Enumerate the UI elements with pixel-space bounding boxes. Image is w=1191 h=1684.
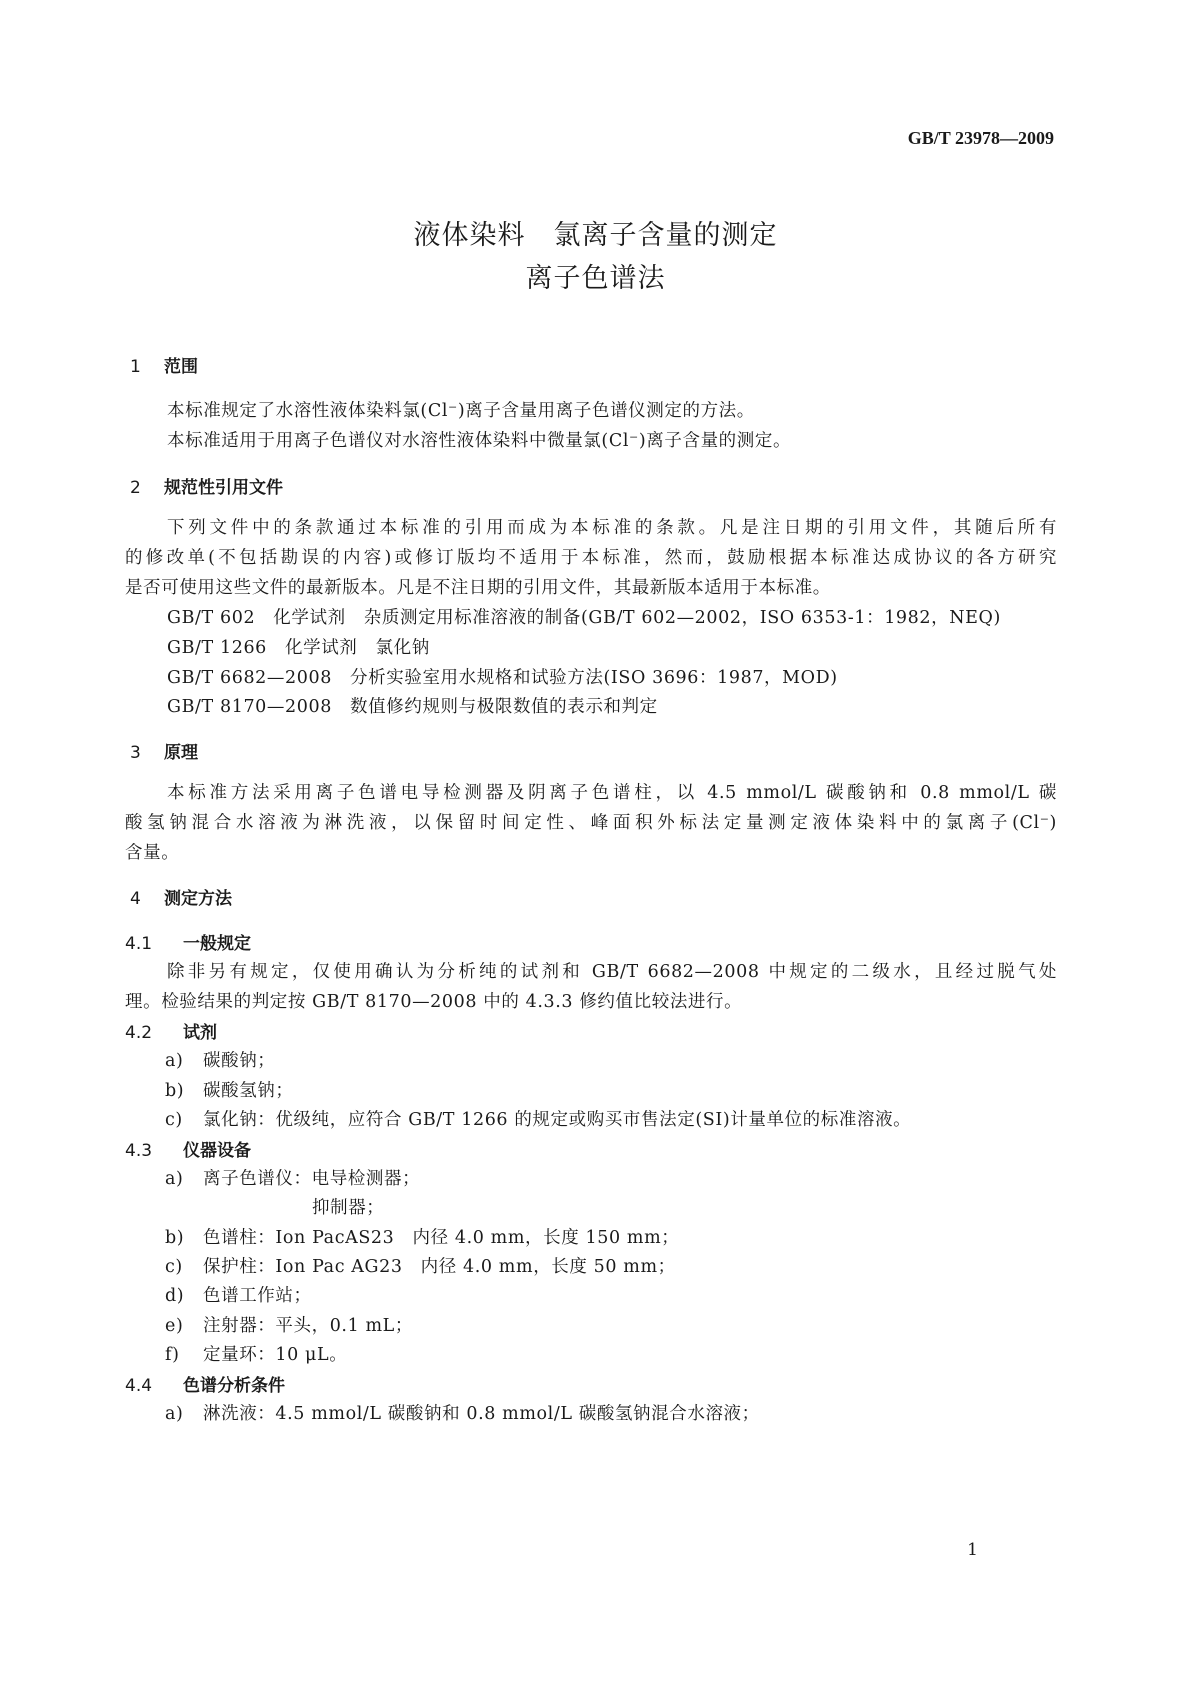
list-text: 碳酸钠；	[203, 1051, 276, 1071]
section-title: 范围	[164, 357, 198, 377]
list-text: 定量环：10 μL。	[203, 1345, 348, 1365]
subsection-number: 4.4	[125, 1376, 153, 1396]
doc-title-line2: 离子色谱法	[525, 263, 666, 294]
s2-paragraph-line: 的修改单(不包括勘误的内容)或修订版均不适用于本标准，然而，鼓励根据本标准达成协议的各方研究	[125, 548, 1057, 568]
section-number: 2	[130, 478, 141, 498]
list-marker: a)	[165, 1051, 184, 1071]
list-item	[165, 1047, 275, 1072]
doc-title-line1: 液体染料 氯离子含量的测定	[413, 220, 778, 251]
list-text: 淋洗液：4.5 mmol/L 碳酸钠和 0.8 mmol/L 碳酸氢钠混合水溶液；	[203, 1404, 760, 1424]
list-marker: a)	[165, 1404, 184, 1424]
list-text: 注射器：平头，0.1 mL；	[203, 1316, 414, 1336]
list-text: 碳酸氢钠；	[203, 1081, 294, 1101]
reference-item: GB/T 1266 化学试剂 氯化钠	[167, 638, 430, 658]
subsection-4-2-heading	[125, 1018, 217, 1043]
list-item	[165, 1341, 347, 1366]
list-marker: d)	[165, 1286, 185, 1306]
list-item	[165, 1077, 294, 1102]
subsection-title: 仪器设备	[183, 1141, 251, 1161]
list-marker: f)	[165, 1345, 180, 1365]
subsection-title: 色谱分析条件	[183, 1376, 285, 1396]
list-item	[165, 1400, 760, 1425]
subsection-number: 4.1	[125, 934, 153, 954]
list-item	[165, 1165, 420, 1190]
subsection-4-3-heading	[125, 1136, 251, 1161]
s3-paragraph-line: 本标准方法采用离子色谱电导检测器及阴离子色谱柱，以 4.5 mmol/L 碳酸钠和 0.8 mmol/L 碳	[167, 783, 1057, 803]
s3-paragraph-line: 酸氢钠混合水溶液为淋洗液，以保留时间定性、峰面积外标法定量测定液体染料中的氯离子(Cl⁻)	[125, 813, 1057, 833]
section-1-heading	[130, 352, 198, 377]
list-continuation: 抑制器；	[312, 1198, 385, 1218]
list-text: 氯化钠：优级纯，应符合 GB/T 1266 的规定或购买市售法定(SI)计量单位的标准溶液。	[203, 1110, 912, 1130]
subsection-title: 试剂	[183, 1023, 217, 1043]
list-item	[165, 1253, 676, 1278]
subsection-4-4-heading	[125, 1371, 285, 1396]
list-item	[165, 1312, 413, 1337]
s3-paragraph-line: 含量。	[125, 843, 180, 863]
list-text: 保护柱：Ion Pac AG23 内径 4.0 mm，长度 50 mm；	[203, 1257, 676, 1277]
list-marker: c)	[165, 1110, 183, 1130]
subsection-number: 4.2	[125, 1023, 153, 1043]
section-number: 4	[130, 889, 141, 909]
section-title: 原理	[164, 743, 198, 763]
reference-item: GB/T 6682—2008 分析实验室用水规格和试验方法(ISO 3696：1987，MOD)	[167, 668, 838, 688]
page-number: 1	[967, 1540, 978, 1560]
subsection-number: 4.3	[125, 1141, 153, 1161]
section-number: 3	[130, 743, 141, 763]
section-title: 规范性引用文件	[164, 478, 283, 498]
reference-item: GB/T 602 化学试剂 杂质测定用标准溶液的制备(GB/T 602—2002，ISO 6353-1：1982，NEQ)	[167, 608, 1001, 628]
s41-paragraph-line: 理。检验结果的判定按 GB/T 8170—2008 中的 4.3.3 修约值比较法进行。	[125, 992, 743, 1012]
list-text: 色谱工作站；	[203, 1286, 312, 1306]
section-number: 1	[130, 357, 141, 377]
s2-paragraph-line: 是否可使用这些文件的最新版本。凡是不注日期的引用文件，其最新版本适用于本标准。	[125, 578, 831, 598]
list-marker: c)	[165, 1257, 183, 1277]
reference-item: GB/T 8170—2008 数值修约规则与极限数值的表示和判定	[167, 697, 658, 717]
list-text: 离子色谱仪：电导检测器；	[203, 1169, 421, 1189]
standard-number: GB/T 23978—2009	[907, 128, 1054, 148]
section-4-heading	[130, 884, 232, 909]
list-text: 色谱柱：Ion PacAS23 内径 4.0 mm，长度 150 mm；	[203, 1228, 680, 1248]
s1-paragraph-1: 本标准规定了水溶性液体染料氯(Cl⁻)离子含量用离子色谱仪测定的方法。	[167, 401, 755, 421]
list-item	[165, 1106, 911, 1131]
list-marker: b)	[165, 1081, 185, 1101]
section-3-heading	[130, 738, 198, 763]
s1-paragraph-2: 本标准适用于用离子色谱仪对水溶性液体染料中微量氯(Cl⁻)离子含量的测定。	[167, 431, 792, 451]
list-marker: b)	[165, 1228, 185, 1248]
list-marker: a)	[165, 1169, 184, 1189]
list-marker: e)	[165, 1316, 184, 1336]
s41-paragraph-line: 除非另有规定，仅使用确认为分析纯的试剂和 GB/T 6682—2008 中规定的二级水，且经过脱气处	[167, 962, 1057, 982]
subsection-4-1-heading	[125, 929, 251, 954]
list-item	[165, 1282, 312, 1307]
section-title: 测定方法	[164, 889, 232, 909]
subsection-title: 一般规定	[183, 934, 251, 954]
list-item	[165, 1224, 679, 1249]
s2-paragraph-line: 下列文件中的条款通过本标准的引用而成为本标准的条款。凡是注日期的引用文件，其随后所有	[167, 518, 1057, 538]
section-2-heading	[130, 473, 283, 498]
